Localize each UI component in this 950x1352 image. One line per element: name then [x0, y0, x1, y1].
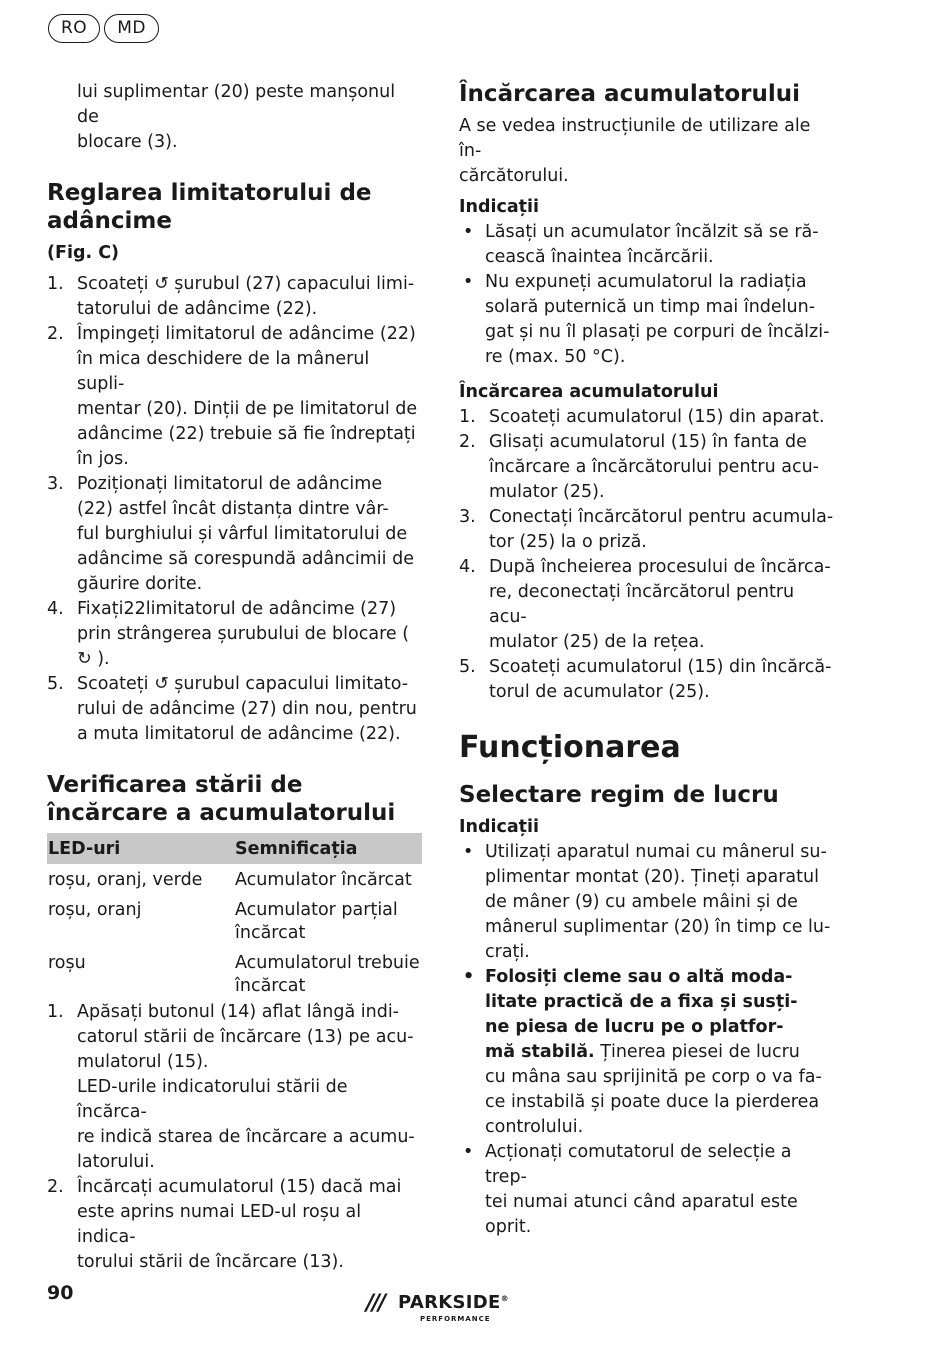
- charging-notes-label: Indicații: [459, 197, 540, 217]
- meaning-cell: Acumulatorul trebuie încărcat: [235, 953, 420, 996]
- step-number: 1.: [47, 1002, 64, 1022]
- step-number: 1.: [47, 274, 64, 294]
- depth-limiter-heading: Reglarea limitatorului de adâncime: [47, 180, 372, 234]
- step-item: [47, 272, 422, 322]
- step-number: 2.: [47, 1177, 64, 1197]
- led-cell: roșu: [48, 953, 86, 973]
- step-number: 2.: [47, 324, 64, 344]
- step-item: [459, 505, 834, 555]
- step-item: [47, 672, 422, 747]
- list-item: • Folosiți cleme sau o altă moda- litate practică de a fixa și susți- ne piesa de lucru pe o platfor- mă stabilă. Ținerea piesei de lucru cu mâna sau sprijinită pe corp o va fa- ce instabilă și poate duce la pierderea controlului.: [463, 967, 822, 1137]
- table-row: [47, 894, 422, 947]
- step-number: 3.: [47, 474, 64, 494]
- operation-notes-list: [459, 840, 834, 1240]
- list-item: • Acționați comutatorul de selecție a trep- tei numai atunci când aparatul este oprit.: [463, 1142, 798, 1237]
- led-table: [47, 833, 422, 1000]
- charging-steps-list: [459, 405, 834, 705]
- bullet-icon: •: [463, 222, 474, 242]
- mode-select-heading: Selectare regim de lucru: [459, 782, 779, 808]
- fig-reference: (Fig. C): [47, 243, 120, 263]
- charge-state-steps-list: [47, 1000, 422, 1275]
- step-item: [459, 555, 834, 655]
- intro-continuation: lui suplimentar (20) peste manșonul de blocare (3).: [77, 82, 396, 152]
- step-text: Scoateți acumulatorul (15) din aparat.: [489, 407, 825, 427]
- step-item: [47, 1075, 422, 1175]
- step-text: Fixați22limitatorul de adâncime (27) prin strângerea șurubului de blocare ( ↻ ).: [77, 599, 410, 669]
- bullet-icon: •: [463, 272, 474, 292]
- language-badges: [48, 14, 159, 43]
- step-number: 2.: [459, 432, 476, 452]
- step-text: Încărcați acumulatorul (15) dacă mai este aprins numai LED-ul roșu al indica- torului stării de încărcare (13).: [77, 1177, 402, 1272]
- table-row: [47, 947, 422, 1000]
- step-number: 4.: [47, 599, 64, 619]
- step-number: 1.: [459, 407, 476, 427]
- step-text: Apăsați butonul (14) aflat lângă indi- catorul stării de încărcare (13) pe acu- mulatorul (15).: [77, 1002, 414, 1072]
- lang-badge-ro: RO: [48, 14, 100, 43]
- left-column: [47, 80, 422, 1275]
- step-text: Poziționați limitatorul de adâncime (22) astfel încât distanța dintre vâr- ful burghiului și vârful limitatorului de adâncime să corespundă adâncimii de găurire dorite.: [77, 474, 414, 594]
- step-number: 3.: [459, 507, 476, 527]
- led-cell: roșu, oranj: [48, 900, 142, 920]
- operation-heading: Funcționarea: [459, 730, 681, 765]
- meaning-cell: Acumulator încărcat: [235, 870, 412, 890]
- step-item: [47, 472, 422, 597]
- step-text: Scoateți ↺ șurubul (27) capacului limi- tatorului de adâncime (22).: [77, 274, 415, 319]
- led-cell: roșu, oranj, verde: [48, 870, 203, 890]
- step-text: LED-urile indicatorului stării de încărca- re indică starea de încărcare a acumu- latorului.: [77, 1077, 415, 1172]
- step-item: [47, 597, 422, 672]
- lang-badge-md: MD: [104, 14, 159, 43]
- depth-steps-list: [47, 272, 422, 747]
- charging-intro: A se vedea instrucțiunile de utilizare ale în- cărcătorului.: [459, 116, 811, 186]
- step-item: [459, 430, 834, 505]
- operation-notes-label: Indicații: [459, 817, 540, 837]
- step-text: Scoateți ↺ șurubul capacului limitato- rului de adâncime (27) din nou, pentru a muta limitatorul de adâncime (22).: [77, 674, 417, 744]
- step-number: 4.: [459, 557, 476, 577]
- led-column-header: LED-uri: [47, 833, 234, 864]
- list-item: • Nu expuneți acumulatorul la radiația solară puternică un timp mai îndelun- gat și nu îl plasați pe corpuri de încălzi- re (max. 50 °C).: [459, 270, 834, 370]
- step-item: [459, 405, 834, 430]
- step-text: Glisați acumulatorul (15) în fanta de încărcare a încărcătorului pentru acu- mulator (25).: [489, 432, 819, 502]
- step-item: [459, 655, 834, 705]
- step-text: Conectați încărcătorul pentru acumula- tor (25) la o priză.: [489, 507, 834, 552]
- table-row: [47, 864, 422, 894]
- right-column: [459, 80, 834, 1240]
- charge-state-heading: Verificarea stării de încărcare a acumulatorului: [47, 772, 396, 826]
- parkside-logo: /// PARKSIDE® PERFORMANCE: [366, 1291, 509, 1323]
- list-item: • Lăsați un acumulator încălzit să se ră- cească înaintea încărcării.: [459, 220, 834, 270]
- step-item: [47, 1175, 422, 1275]
- charging-heading: Încărcarea acumulatorului: [459, 81, 800, 107]
- charging-notes-list: [459, 220, 834, 370]
- charging-subheading: Încărcarea acumulatorului: [459, 382, 719, 402]
- step-text: Împingeți limitatorul de adâncime (22) în mica deschidere de la mânerul supli- mentar (20). Dinții de pe limitatorul de adâncime (22) trebuie să fie îndreptați în jos.: [77, 324, 418, 469]
- step-text: Scoateți acumulatorul (15) din încărcă- torul de acumulator (25).: [489, 657, 832, 702]
- step-number: [47, 1075, 77, 1175]
- meaning-cell: Acumulator parțial încărcat: [235, 900, 398, 943]
- logo-slashes-icon: ///: [366, 1291, 385, 1316]
- list-item: • Utilizați aparatul numai cu mânerul su- plimentar montat (20). Țineți aparatul de mâner (9) cu ambele mâini și de mânerul suplimentar (20) în timp ce lu- crați.: [463, 842, 831, 962]
- meaning-column-header: Semnificația: [234, 833, 422, 864]
- step-item: [47, 322, 422, 472]
- step-text: După încheierea procesului de încărca- re, deconectați încărcătorul pentru acu- mulator (25) de la rețea.: [489, 557, 831, 652]
- step-number: 5.: [459, 657, 476, 677]
- page-number: 90: [47, 1282, 74, 1304]
- step-item: [47, 1000, 422, 1075]
- step-number: 5.: [47, 674, 64, 694]
